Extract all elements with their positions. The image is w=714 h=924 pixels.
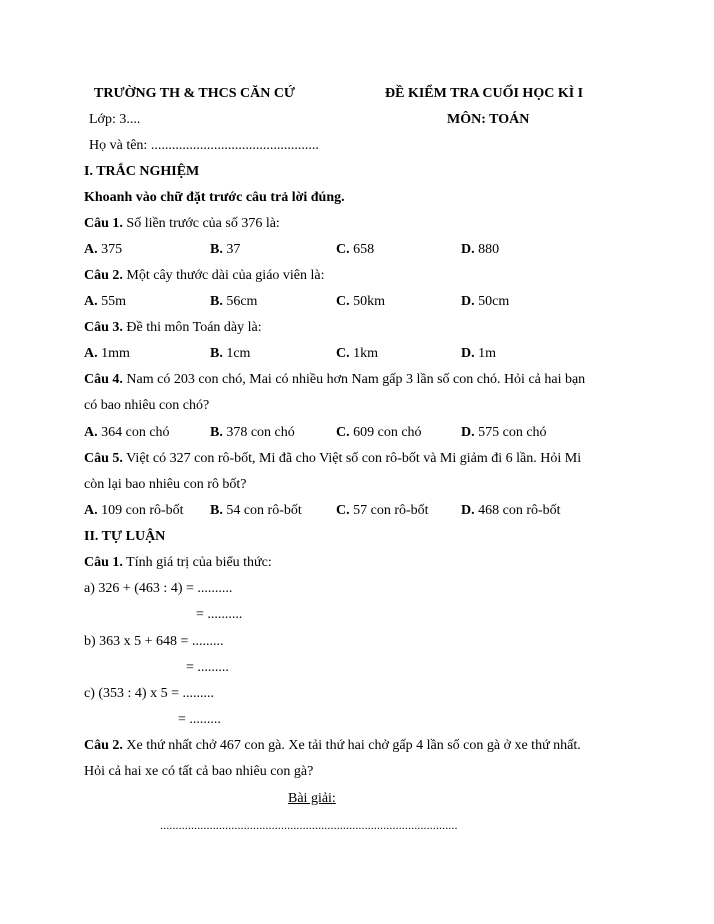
option-letter: C. — [336, 294, 350, 309]
option-d[interactable] — [461, 502, 561, 520]
question-text: Đề thi môn Toán dày là: — [122, 320, 262, 335]
question-4 — [84, 371, 585, 389]
option-c[interactable] — [336, 424, 422, 442]
option-value: 1mm — [97, 346, 130, 361]
exam-title: ĐỀ KIỂM TRA CUỐI HỌC KÌ I — [385, 86, 584, 101]
option-a[interactable] — [84, 345, 130, 363]
question-text: Một cây thước dài của giáo viên là: — [122, 268, 325, 283]
option-b[interactable] — [210, 502, 302, 520]
expression-b: b) 363 x 5 + 648 = ......... — [84, 634, 224, 649]
option-letter: C. — [336, 425, 350, 440]
option-value: 375 — [97, 242, 123, 257]
option-value: 1m — [474, 346, 497, 361]
option-value: 50km — [349, 294, 386, 309]
option-c[interactable] — [336, 502, 429, 520]
expression-c: c) (353 : 4) x 5 = ......... — [84, 686, 214, 701]
option-letter: B. — [210, 242, 223, 257]
question-label: Câu 5. — [84, 451, 123, 466]
subject-label: MÔN: TOÁN — [447, 112, 530, 127]
option-value: 468 con rô-bốt — [474, 503, 561, 518]
name-line: Họ và tên: ................................................ — [89, 138, 319, 153]
option-b[interactable] — [210, 345, 250, 363]
option-letter: A. — [84, 346, 98, 361]
answer-dotted-line[interactable]: ................................................................................................ — [160, 818, 458, 832]
expression-b-result: = ......... — [186, 660, 229, 675]
option-b[interactable] — [210, 241, 240, 259]
essay-question-2 — [84, 737, 581, 755]
question-label: Câu 3. — [84, 320, 123, 335]
option-c[interactable] — [336, 293, 385, 311]
part1-instruction: Khoanh vào chữ đặt trước câu trả lời đúng. — [84, 190, 345, 205]
question-text: Tính giá trị của biểu thức: — [122, 555, 272, 570]
question-label: Câu 2. — [84, 268, 123, 283]
expression-a: a) 326 + (463 : 4) = .......... — [84, 581, 233, 596]
option-value: 109 con rô-bốt — [97, 503, 184, 518]
option-a[interactable] — [84, 502, 184, 520]
essay-question-2-cont: Hỏi cả hai xe có tất cả bao nhiêu con gà? — [84, 764, 314, 779]
question-5-cont: còn lại bao nhiêu con rô bốt? — [84, 477, 247, 492]
option-value: 1cm — [222, 346, 251, 361]
option-letter: A. — [84, 425, 98, 440]
option-letter: B. — [210, 425, 223, 440]
option-letter: D. — [461, 242, 475, 257]
option-d[interactable] — [461, 293, 509, 311]
option-letter: B. — [210, 294, 223, 309]
option-letter: B. — [210, 346, 223, 361]
option-value: 575 con chó — [474, 425, 547, 440]
option-value: 56cm — [222, 294, 258, 309]
question-2 — [84, 267, 325, 285]
option-letter: C. — [336, 346, 350, 361]
question-label: Câu 4. — [84, 372, 123, 387]
option-value: 55m — [97, 294, 127, 309]
option-value: 378 con chó — [222, 425, 295, 440]
option-value: 50cm — [474, 294, 510, 309]
question-1 — [84, 215, 280, 233]
school-name: TRƯỜNG TH & THCS CĂN CỨ — [94, 86, 296, 101]
option-letter: D. — [461, 503, 475, 518]
option-a[interactable] — [84, 424, 170, 442]
expression-c-result: = ......... — [178, 712, 221, 727]
question-text: Xe thứ nhất chở 467 con gà. Xe tải thứ hai chở gấp 4 lần số con gà ở xe thứ nhất. — [122, 738, 581, 753]
option-letter: C. — [336, 503, 350, 518]
option-letter: A. — [84, 242, 98, 257]
option-letter: A. — [84, 294, 98, 309]
option-d[interactable] — [461, 345, 496, 363]
option-value: 54 con rô-bốt — [222, 503, 302, 518]
option-value: 1km — [349, 346, 379, 361]
option-letter: B. — [210, 503, 223, 518]
option-b[interactable] — [210, 424, 295, 442]
option-d[interactable] — [461, 241, 499, 259]
option-letter: D. — [461, 346, 475, 361]
solution-label: Bài giải: — [288, 791, 336, 806]
option-letter: D. — [461, 294, 475, 309]
option-c[interactable] — [336, 241, 374, 259]
option-value: 609 con chó — [349, 425, 422, 440]
option-a[interactable] — [84, 241, 122, 259]
option-b[interactable] — [210, 293, 257, 311]
question-4-cont: có bao nhiêu con chó? — [84, 398, 210, 413]
question-text: Nam có 203 con chó, Mai có nhiều hơn Nam gấp 3 lần số con chó. Hỏi cả hai bạn — [122, 372, 586, 387]
question-label: Câu 1. — [84, 555, 123, 570]
question-5 — [84, 450, 581, 468]
expression-a-result: = .......... — [196, 607, 243, 622]
question-label: Câu 1. — [84, 216, 123, 231]
part1-heading: I. TRẮC NGHIỆM — [84, 164, 200, 179]
essay-question-1 — [84, 554, 272, 572]
question-label: Câu 2. — [84, 738, 123, 753]
option-value: 37 — [222, 242, 241, 257]
option-letter: C. — [336, 242, 350, 257]
option-a[interactable] — [84, 293, 126, 311]
option-value: 880 — [474, 242, 500, 257]
option-value: 57 con rô-bốt — [349, 503, 429, 518]
option-letter: D. — [461, 425, 475, 440]
class-line: Lớp: 3.... — [89, 112, 141, 127]
option-value: 658 — [349, 242, 375, 257]
part2-heading: II. TỰ LUẬN — [84, 529, 166, 544]
option-c[interactable] — [336, 345, 378, 363]
question-3 — [84, 319, 262, 337]
option-d[interactable] — [461, 424, 547, 442]
question-text: Việt có 327 con rô-bốt, Mi đã cho Việt số con rô-bốt và Mi giảm đi 6 lần. Hỏi Mi — [122, 451, 582, 466]
option-letter: A. — [84, 503, 98, 518]
option-value: 364 con chó — [97, 425, 170, 440]
question-text: Số liền trước của số 376 là: — [122, 216, 280, 231]
